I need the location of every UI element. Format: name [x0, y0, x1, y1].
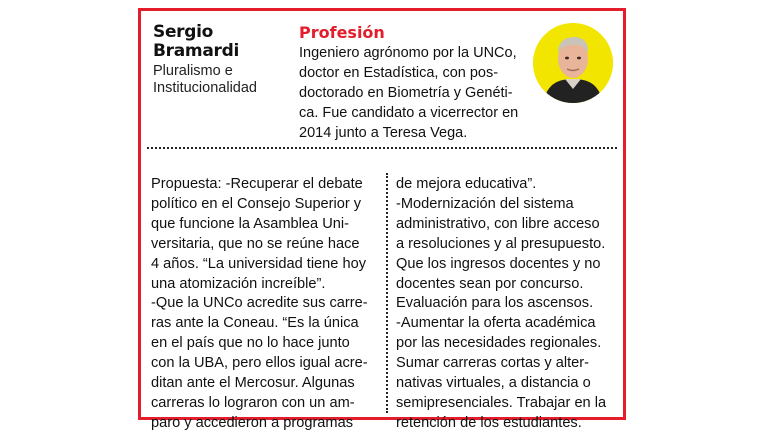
proposal-line: ditan ante el Mercosur. Algunas: [151, 375, 355, 392]
profession-line: Ingeniero agrónomo por la UNCo,: [299, 45, 517, 61]
proposal-line: -Que la UNCo acredite sus carre-: [151, 295, 368, 312]
profession-line: doctorado en Biometría y Genéti-: [299, 85, 513, 101]
proposal-line: paro y accedieron a programas: [151, 414, 353, 431]
proposal-line: Que los ingresos docentes y no: [396, 255, 601, 272]
party-line1: Pluralismo e: [153, 63, 233, 79]
proposal-line: administrativo, con libre acceso: [396, 215, 600, 232]
proposal-line: político en el Consejo Superior y: [151, 195, 362, 212]
proposal-line: carreras lo lograron con un am-: [151, 394, 355, 411]
proposal-line: -Modernización del sistema: [396, 195, 574, 212]
proposal-line: semipresenciales. Trabajar en la: [396, 394, 607, 411]
profession-description: [299, 43, 534, 143]
proposal-line: Sumar carreras cortas y alter-: [396, 355, 590, 372]
candidate-name-line2: Bramardi: [153, 41, 239, 61]
proposal-line: retención de los estudiantes.: [396, 414, 582, 431]
proposal-line: que funcione la Asamblea Uni-: [151, 215, 349, 232]
candidate-name-line1: Sergio: [153, 22, 214, 42]
proposal-line: docentes sean por concurso.: [396, 275, 584, 292]
proposal-line: 4 años. “La universidad tiene hoy: [151, 255, 366, 272]
proposal-line: una atomización increíble”.: [151, 275, 326, 292]
proposal-line: ras ante la Coneau. “Es la única: [151, 315, 359, 332]
proposals-right-column: [396, 175, 618, 434]
portrait-illustration: [533, 23, 613, 103]
profession-heading: Profesión: [299, 23, 385, 42]
candidate-card: [138, 8, 626, 431]
proposal-line: -Aumentar la oferta académica: [396, 315, 596, 332]
proposals-left-column: [151, 175, 379, 434]
proposal-line: nativas virtuales, a distancia o: [396, 375, 591, 392]
proposal-line: versitaria, que no se reúne hace: [151, 235, 360, 252]
candidate-party: [153, 63, 293, 97]
profession-line: 2014 junto a Teresa Vega.: [299, 125, 468, 141]
proposal-line: a resoluciones y al presupuesto.: [396, 235, 606, 252]
profession-line: doctor en Estadística, con pos-: [299, 65, 499, 81]
proposal-line: Evaluación para los ascensos.: [396, 295, 594, 312]
proposal-line: Propuesta: -Recuperar el debate: [151, 176, 363, 192]
column-divider: [386, 173, 388, 413]
candidate-name: [153, 23, 239, 61]
profession-line: ca. Fue candidato a vicerrector en: [299, 105, 519, 121]
candidate-portrait: [533, 23, 613, 103]
proposal-line: con la UBA, pero ellos igual acre-: [151, 355, 368, 372]
proposal-line: en el país que no lo hace junto: [151, 335, 350, 352]
proposal-line: de mejora educativa”.: [396, 176, 537, 192]
section-divider: [147, 147, 617, 149]
proposal-line: por las necesidades regionales.: [396, 335, 602, 352]
party-line2: Institucionalidad: [153, 80, 257, 96]
